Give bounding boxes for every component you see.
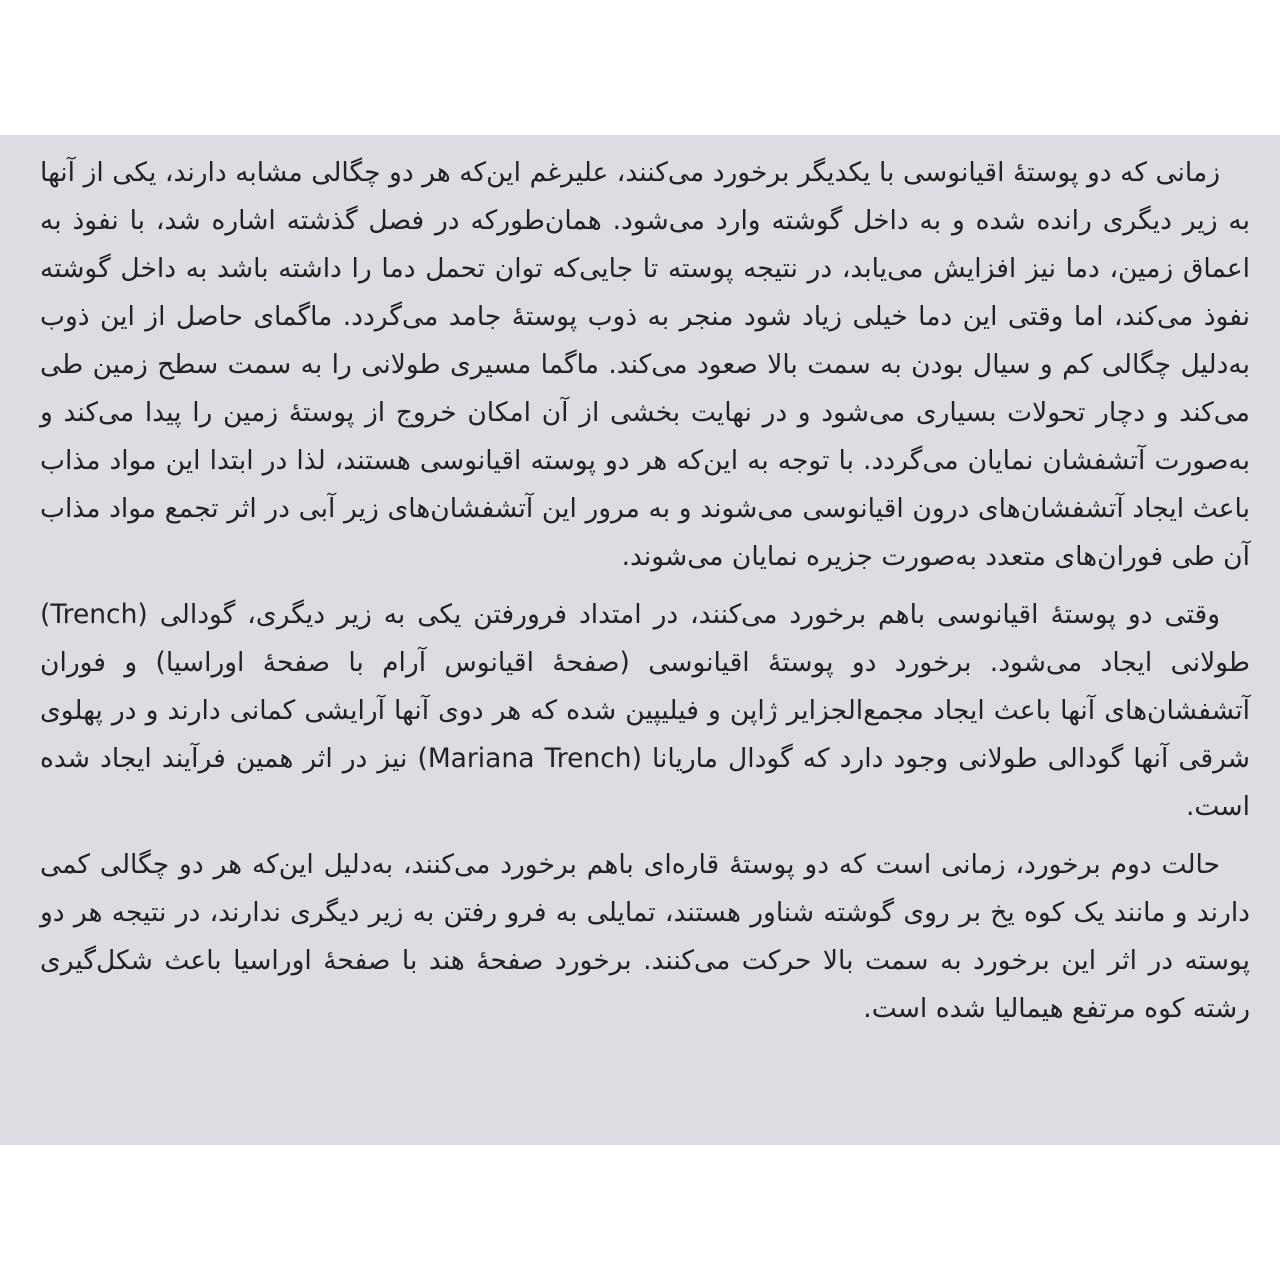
paragraph-trench-text: وقتی دو پوستهٔ اقیانوسی باهم برخورد می‌کنند، در امتداد فرورفتن یکی به زیر دیگری، گودالی (Trench) طولانی ایجاد می‌شود. برخورد دو پوستهٔ اقیانوسی (صفحهٔ اقیانوس آرام با صفحهٔ اوراسیا) و فوران آتشفشان‌های آنها باعث ایجاد مجمع‌الجزایر ژاپن و فیلیپین شده که هر دوی آنها آرایشی کمانی دارند و در پهلوی شرقی آنها گودالی طولانی وجود دارد که گودال ماریانا (Mariana Trench) نیز در اثر همین فرآیند ایجاد شده است.: [40, 599, 1250, 822]
paragraph-oceanic-oceanic-collision: زمانی که دو پوستهٔ اقیانوسی با یکدیگر برخورد می‌کنند، علیرغم این‌که هر دو چگالی مشابه دارند، یکی از آنها به زیر دیگری رانده شده و به داخل گوشته وارد می‌شود. همان‌طورکه در فصل گذشته اشاره شد، با نفوذ به اعماق زمین، دما نیز افزایش می‌یابد، در نتیجه پوسته تا جایی‌که توان تحمل دما را داشته باشد به داخل گوشته نفوذ می‌کند، اما وقتی این دما خیلی زیاد شود منجر به ذوب پوستهٔ جامد می‌گردد. ماگمای حاصل از این ذوب به‌دلیل چگالی کم و سیال بودن به سمت بالا صعود می‌کند. ماگما مسیری طولانی را به سمت سطح زمین طی می‌کند و دچار تحولات بسیاری می‌شود و در نهایت بخشی از آن امکان خروج از پوستهٔ زمین را پیدا می‌کند و به‌صورت آتشفشان نمایان می‌گردد. با توجه به این‌که هر دو پوسته اقیانوسی هستند، لذا در ابتدا این مواد مذاب باعث ایجاد آتشفشان‌های درون اقیانوسی می‌شوند و به مرور این آتشفشان‌های زیر آبی در اثر تجمع مواد مذاب آن طی فوران‌های متعدد به‌صورت جزیره نمایان می‌شوند.: [40, 157, 1250, 572]
body-text: [40, 149, 1250, 1043]
paragraph-trench-formation: [40, 591, 1250, 831]
paragraph-continental-collision: حالت دوم برخورد، زمانی است که دو پوستهٔ قاره‌ای باهم برخورد می‌کنند، به‌دلیل این‌که هر دو چگالی کمی دارند و مانند یک کوه یخ بر روی گوشته شناور هستند، تمایلی به فرو رفتن به زیر دیگری ندارند، در نتیجه هر دو پوسته در اثر این برخورد به سمت بالا حرکت می‌کنند. برخورد صفحهٔ هند با صفحهٔ اوراسیا باعث شکل‌گیری رشته کوه مرتفع هیمالیا شده است.: [40, 849, 1250, 1024]
book-page: [0, 135, 1280, 1145]
